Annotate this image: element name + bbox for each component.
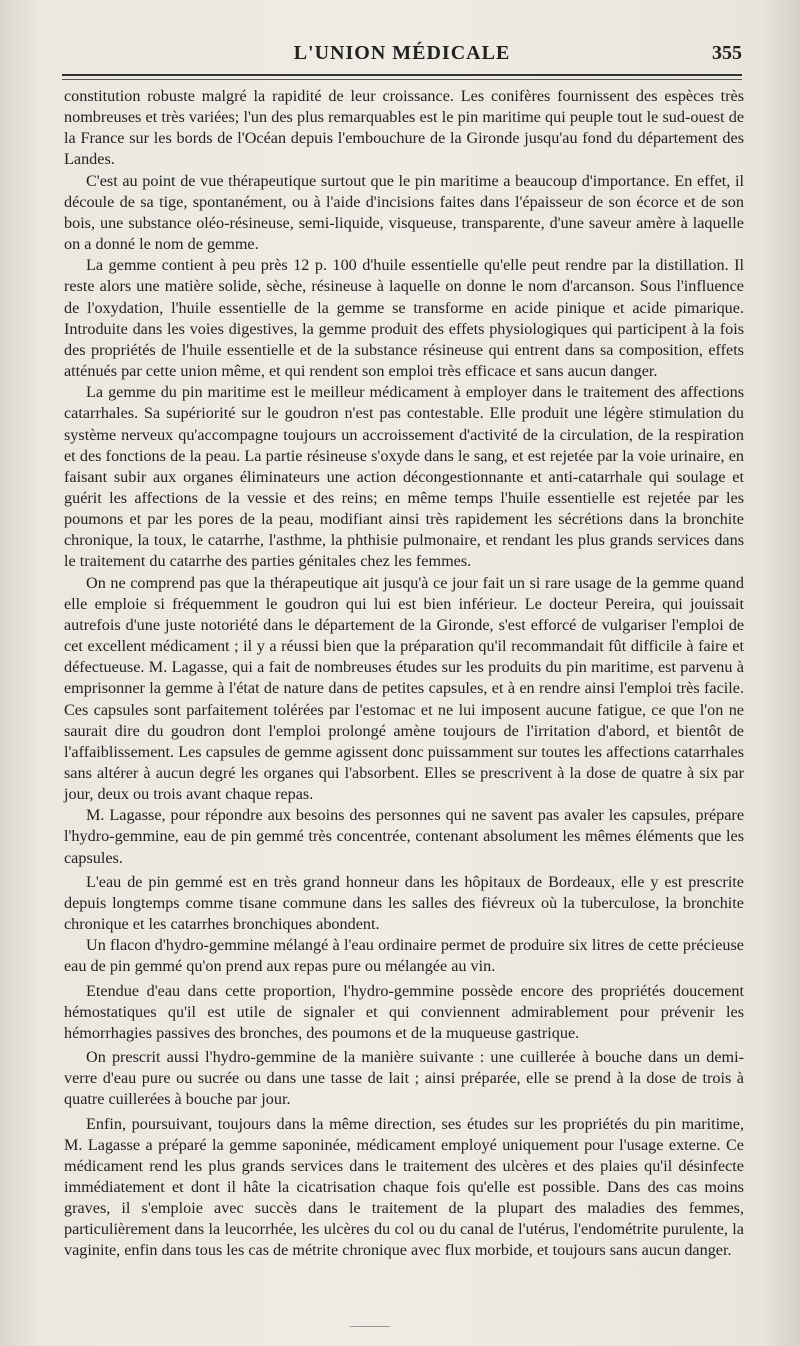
paragraph: M. Lagasse, pour répondre aux besoins des personnes qui ne savent pas avaler les capsules, prépare l'hydro-gemmine, eau de pin gemmé très concentrée, contenant absolument les mêmes éléments que les capsules. [64,806,744,867]
paragraph: La gemme contient à peu près 12 p. 100 d'huile essentielle qu'elle peut rendre par la distillation. Il reste alors une matière solide, sèche, résineuse à laquelle on donne le nom d'arcanson. Sous l'influence de l'oxydation, l'huile essentielle de la gemme se transforme en acide pinique et acide pimarique. Introduite dans les voies digestives, la gemme produit des effets physiologiques qui participent à la fois des propriétés de l'huile essentielle et de la substance résineuse qui entrent dans sa composition, effets atténués par cette union même, et qui rendent son emploi très efficace et sans aucun danger. [64,256,744,381]
header-rule [62,74,742,76]
end-mark [350,1326,390,1327]
paragraph: L'eau de pin gemmé est en très grand honneur dans les hôpitaux de Bordeaux, elle y est prescrite depuis longtemps comme tisane commune dans les salles des fiévreux où la tuberculose, la bronchite chronique et les catarrhes bronchiques abondent. [64,872,744,934]
page-header [62,38,742,72]
paragraph: C'est au point de vue thérapeutique surtout que le pin maritime a beaucoup d'importance. En effet, il découle de sa tige, spontanément, ou à l'aide d'incisions faites dans l'épaisseur de son écorce et de son bois, une substance oléo-résineuse, semi-liquide, visqueuse, transparente, d'une saveur amère à laquelle on a donné le nom de gemme. [64,171,744,254]
article-body [64,86,744,1262]
running-title: L'UNION MÉDICALE [293,42,511,64]
paragraph: Enfin, poursuivant, toujours dans la même direction, ses études sur les propriétés du pin maritime, M. Lagasse a préparé la gemme saponinée, médicament employé uniquement pour l'usage externe. Ce médicament rend les plus grands services dans le traitement des ulcères et des plaies qu'il désinfecte immédiatement et dont il hâte la cicatrisation chaque fois qu'elle est possible. Dans des cas moins graves, il s'emploie avec succès dans le traitement de la plupart des maladies des femmes, particulièrement dans la leucorrhée, les ulcères du col ou du canal de l'utérus, l'endométrite purulente, la vaginite, enfin dans tous les cas de métrite chronique avec flux morbide, et toujours sans aucun danger. [64,1114,744,1260]
paragraph: constitution robuste malgré la rapidité de leur croissance. Les conifères fournissent des espèces très nombreuses et très variées; l'un des plus remarquables est le pin maritime qui peuple tout le sud-ouest de la France sur les bords de l'Océan depuis l'embouchure de la Gironde jusqu'au fond du département des Landes. [64,87,744,169]
header-rule-thin [62,79,742,80]
paragraph: La gemme du pin maritime est le meilleur médicament à employer dans le traitement des affections catarrhales. Sa supériorité sur le goudron n'est pas contestable. Elle produit une légère stimulation du système nerveux qu'accompagne toujours un accroissement d'activité de la circulation, de la respiration et des fonctions de la peau. La partie résineuse s'oxyde dans le sang, et est rejetée par la voie urinaire, en faisant subir aux organes éliminateurs une action décongestionnante et anti-catarrhale qui soulage et guérit les affections de la vessie et des reins; en même temps l'huile essentielle est rejetée par les poumons et par les pores de la peau, modifiant ainsi très rapidement les sécrétions dans la bronchite chronique, la toux, le catarrhe, l'asthme, la phthisie pulmonaire, et rendant les plus grands services dans le traitement du catarrhe des parties génitales chez les femmes. [64,383,744,571]
paragraph: On prescrit aussi l'hydro-gemmine de la manière suivante : une cuillerée à bouche dans un demi-verre d'eau pure ou sucrée ou dans une tasse de lait ; ainsi préparée, elle se prend à la dose de trois à quatre cuillerées à bouche par jour. [64,1048,744,1109]
page-number: 355 [712,42,742,64]
paragraph: Etendue d'eau dans cette proportion, l'hydro-gemmine possède encore des propriétés doucement hémostatiques qu'il est utile de signaler et qui conviennent admirablement pour prévenir les hémorrhagies passives des bronches, des poumons et de la muqueuse gastrique. [64,981,744,1042]
paragraph: On ne comprend pas que la thérapeutique ait jusqu'à ce jour fait un si rare usage de la gemme quand elle emploie si fréquemment le goudron qui lui est bien inférieur. Le docteur Pereira, qui jouissait autrefois d'une juste notoriété dans le département de la Gironde, s'est efforcé de vulgariser l'emploi de cet excellent médicament ; il y a réussi bien que la préparation qu'il recommandait fût difficile à faire et défectueuse. M. Lagasse, qui a fait de nombreuses études sur les produits du pin maritime, est parvenu à emprisonner la gemme à l'état de nature dans de petites capsules, et à en rendre ainsi l'emploi très facile. Ces capsules sont parfaitement tolérées par l'estomac et ne lui imposent aucune fatigue, ce que l'on ne saurait dire du goudron dont l'emploi prolongé amène toujours de l'irritation d'abord, et bientôt de l'affaiblissement. Les capsules de gemme agissent donc puissamment sur toutes les affections catarrhales sans altérer à aucun degré les organes qui l'absorbent. Elles se prescrivent à la dose de quatre à six par jour, deux ou trois avant chaque repas. [64,573,744,804]
paragraph: Un flacon d'hydro-gemmine mélangé à l'eau ordinaire permet de produire six litres de cette précieuse eau de pin gemmé qu'on prend aux repas pure ou mélangée au vin. [64,936,744,976]
